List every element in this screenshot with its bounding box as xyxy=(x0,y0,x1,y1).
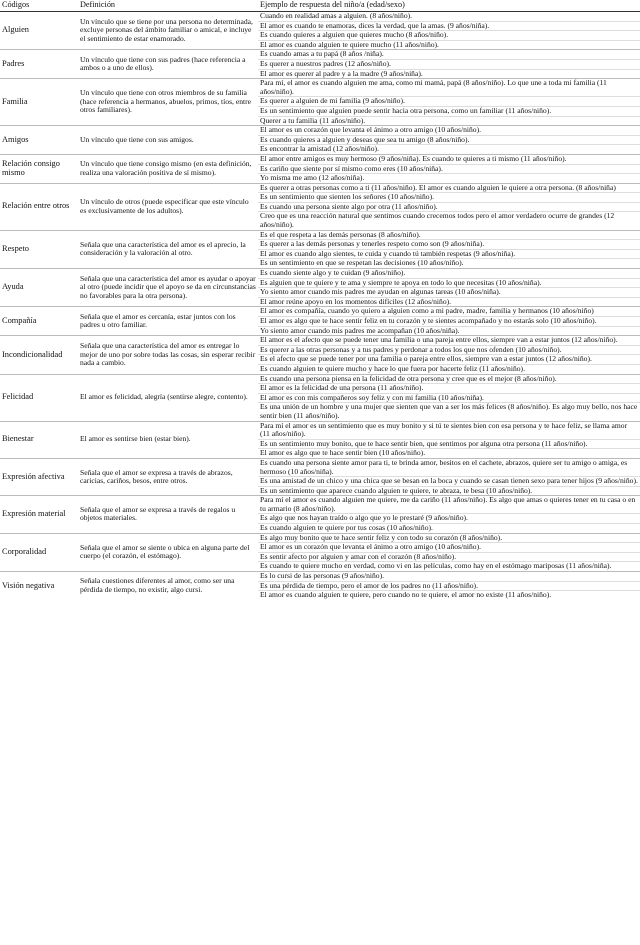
code-cell: Amigos xyxy=(0,126,78,155)
example-cell: El amor es un corazón que levanta el ánimo a otro amigo (10 años/niño). xyxy=(258,543,640,553)
example-cell: Es cuando siente algo y te cuidan (9 años/niño). xyxy=(258,269,640,279)
example-cell: Cuando en realidad amas a alguien. (8 años/niño). xyxy=(258,12,640,22)
header-definition: Definición xyxy=(78,0,258,12)
table-row xyxy=(0,572,640,582)
table-row xyxy=(0,154,640,164)
example-cell: Es un sentimiento que aparece cuando alguien te quiere, te abraza, te besa (10 años/niño). xyxy=(258,486,640,496)
example-cell: El amor es compañía, cuando yo quiero a alguien como a mi padre, madre, familia y hermanos (10 años/niño) xyxy=(258,307,640,317)
example-cell: El amor es con mis compañeros soy feliz y con mi familia (10 años/niña). xyxy=(258,393,640,403)
example-cell: Es un sentimiento muy bonito, que te hace sentir bien, que sentimos por alguna otra persona (11 años/niño). xyxy=(258,439,640,449)
example-cell: El amor entre amigos es muy hermoso (9 años/niña). Es cuando te quieres a ti mismo (11 años/niño). xyxy=(258,154,640,164)
table-row xyxy=(0,79,640,97)
example-cell: El amor es algo que te hace sentir bien (10 años/niño). xyxy=(258,449,640,459)
definition-cell: Un vínculo que tiene con sus amigos. xyxy=(78,126,258,155)
example-cell: El amor es cuando alguien te quiere, pero cuando no te quiere, el amor no existe (11 años/niño). xyxy=(258,591,640,600)
example-cell: Es querer a otras personas como a ti (11 años/niño). El amor es cuando alguien le quiere a otra persona. (8 años/niña) xyxy=(258,183,640,193)
example-cell: Es cuando una persona piensa en la felicidad de otra persona y cree que es el mejor (8 años/niño). xyxy=(258,374,640,384)
example-cell: El amor es cuando algo sientes, te cuida y cuando tú también respetas (9 años/niña). xyxy=(258,249,640,259)
header-row xyxy=(0,0,640,12)
example-cell: Para mí, el amor es cuando alguien me ama, como mi mamá, papá (8 años/niño). Lo que une a toda mi familia (11 años/niño). xyxy=(258,79,640,97)
definition-cell: Un vínculo de otros (puede especificar que este vínculo es exclusivamente de los adultos). xyxy=(78,183,258,230)
code-cell: Expresión afectiva xyxy=(0,458,78,495)
definition-cell: Un vínculo que se tiene por una persona no determinada, excluye personas del ámbito familiar o amical, e incluye el sentimiento de estar enamorado. xyxy=(78,12,258,50)
definition-cell: El amor es felicidad, alegría (sentirse alegre, contento). xyxy=(78,374,258,421)
definition-cell: El amor es sentirse bien (estar bien). xyxy=(78,421,258,458)
example-cell: Es el que respeta a las demás personas (8 años/niño). xyxy=(258,230,640,240)
example-cell: Es querer a nuestros padres (12 años/niño). xyxy=(258,59,640,69)
example-cell: Es cuando alguien te quiere mucho y hace lo que fuera por hacerte feliz (11 años/niño). xyxy=(258,364,640,374)
definition-cell: Un vínculo que tiene con sus padres (hace referencia a ambos o a uno de ellos). xyxy=(78,50,258,79)
example-cell: Para mí el amor es un sentimiento que es muy bonito y si tú te sientes bien con esa persona y te hace feliz, se llama amor (11 años/niño). xyxy=(258,421,640,439)
example-cell: Es el afecto que se puede tener por una familia o pareja entre ellos, siempre van a estar juntos (12 años/niño). xyxy=(258,355,640,365)
example-cell: Es un sentimiento en que se respetan las decisiones (10 años/niño). xyxy=(258,259,640,269)
example-cell: Es una pérdida de tiempo, pero el amor de los padres no (11 años/niño). xyxy=(258,581,640,591)
code-cell: Respeto xyxy=(0,230,78,268)
example-cell: Es cariño que siente por sí mismo como eres (10 años/niña). xyxy=(258,164,640,174)
code-cell: Corporalidad xyxy=(0,533,78,571)
code-cell: Alguien xyxy=(0,12,78,50)
example-cell: Yo siento amor cuando mis padres me acompañan (10 años/niña). xyxy=(258,326,640,336)
header-codes: Códigos xyxy=(0,0,78,12)
example-cell: Es cuando alguien te quiere por tus cosas (10 años/niño). xyxy=(258,524,640,534)
example-cell: Es alguien que te quiere y te ama y siempre te apoya en todo lo que necesitas (10 años/niña). xyxy=(258,278,640,288)
code-cell: Bienestar xyxy=(0,421,78,458)
code-cell: Expresión material xyxy=(0,496,78,533)
example-cell: El amor es cuando te enamoras, dices la verdad, que la amas. (9 años/niña). xyxy=(258,21,640,31)
example-cell: Es querer a las otras personas y a tus padres y perdonar a todos los que nos ofenden (10 años/niño). xyxy=(258,345,640,355)
example-cell: Yo misma me amo (12 años/niña). xyxy=(258,174,640,184)
table-row xyxy=(0,496,640,514)
example-cell: Creo que es una reacción natural que sentimos cuando crecemos todos pero el amor verdadero ocurre de grandes (12 años/niño). xyxy=(258,212,640,230)
example-cell: Yo siento amor cuando mis padres me ayudan en algunas tareas (10 años/niña). xyxy=(258,288,640,298)
example-cell: Es una unión de un hombre y una mujer que sienten que van a ser los más felices (8 años/niño). Es algo muy bello, nos hace sentir bien (11 años/niño). xyxy=(258,403,640,421)
table-row xyxy=(0,336,640,346)
example-cell: Es querer a alguien de mi familia (9 años/niño). xyxy=(258,97,640,107)
definition-cell: Señala que una característica del amor es el aprecio, la consideración y la valoración al otro. xyxy=(78,230,258,268)
example-cell: El amor es querer al padre y a la madre (9 años/niña). xyxy=(258,69,640,79)
table-row xyxy=(0,12,640,22)
code-cell: Felicidad xyxy=(0,374,78,421)
table-row xyxy=(0,126,640,136)
example-cell: Es cuando una persona siente amor para ti, te brinda amor, besitos en el cachete, abrazos, quiere ser tu amigo o amiga, es hermoso (10 años/niña). xyxy=(258,458,640,476)
code-cell: Ayuda xyxy=(0,269,78,307)
definition-cell: Señala que el amor se expresa a través de abrazos, caricias, cariños, besos, entre otros. xyxy=(78,458,258,495)
example-cell: Es cuando una persona siente algo por otra (11 años/niño). xyxy=(258,202,640,212)
example-cell: El amor es cuando alguien te quiere mucho (11 años/niño). xyxy=(258,40,640,50)
table-row xyxy=(0,458,640,476)
example-cell: Es una amistad de un chico y una chica que se besan en la boca y cuando se casan tienen sexo para tener hijos (9 años/niño). xyxy=(258,477,640,487)
definition-cell: Un vínculo que tiene consigo mismo (en esta definición, realiza una valoración positiva de sí mismo). xyxy=(78,154,258,183)
code-cell: Compañía xyxy=(0,307,78,336)
example-cell: Es lo cursi de las personas (9 años/niño). xyxy=(258,572,640,582)
table-row xyxy=(0,269,640,279)
definition-cell: Señala que el amor es cercanía, estar juntos con los padres u otro familiar. xyxy=(78,307,258,336)
definition-cell: Señala cuestiones diferentes al amor, como ser una pérdida de tiempo, no existir, algo cursi. xyxy=(78,572,258,600)
code-cell: Relación consigo mismo xyxy=(0,154,78,183)
example-cell: El amor es el afecto que se puede tener una familia o una pareja entre ellos, siempre van a estar juntos (12 años/niño). xyxy=(258,336,640,346)
example-cell: Es un sentimiento que alguien puede sentir hacia otra persona, como un familiar (11 años/niño). xyxy=(258,106,640,116)
table-body xyxy=(0,12,640,600)
code-cell: Familia xyxy=(0,79,78,126)
code-cell: Relación entre otros xyxy=(0,183,78,230)
example-cell: Para mí el amor es cuando alguien me quiere, me da cariño (11 años/niño). Es algo que amas o quieres tener en tu casa o en tu armario (8 años/niño). xyxy=(258,496,640,514)
example-cell: Es encontrar la amistad (12 años/niño). xyxy=(258,145,640,155)
definition-cell: Un vínculo que tiene con otros miembros de su familia (hace referencia a hermanos, abuelos, primos, tíos, entre otros familiares). xyxy=(78,79,258,126)
definition-cell: Señala que una característica del amor es ayudar o apoyar al otro (puede incidir que el apoyo se da en circunstancias no favorables para la otra persona). xyxy=(78,269,258,307)
code-cell: Padres xyxy=(0,50,78,79)
definition-cell: Señala que una característica del amor es entregar lo mejor de uno por sobre todas las cosas, sin esperar recibir nada a cambio. xyxy=(78,336,258,374)
example-cell: Es un sentimiento que sienten los señores (10 años/niño). xyxy=(258,193,640,203)
example-cell: Es cuando quieres a alguien y deseas que sea tu amigo (8 años/niño). xyxy=(258,135,640,145)
example-cell: Es sentir afecto por alguien y amar con el corazón (8 años/niño). xyxy=(258,552,640,562)
header-examples: Ejemplo de respuesta del niño/a (edad/sexo) xyxy=(258,0,640,12)
example-cell: Es cuando amas a tu papá (8 años /niña). xyxy=(258,50,640,60)
example-cell: Es querer a las demás personas y tenerles respeto como son (9 años/niña). xyxy=(258,240,640,250)
example-cell: El amor es un corazón que levanta el ánimo a otro amigo (10 años/niño). xyxy=(258,126,640,136)
example-cell: Es cuando te quiere mucho en verdad, como vi en las películas, como hay en el estómago mariposas (11 años/niña). xyxy=(258,562,640,572)
code-cell: Incondicionalidad xyxy=(0,336,78,374)
example-cell: Es cuando quieres a alguien que quieres mucho (8 años/niño). xyxy=(258,31,640,41)
example-cell: El amor reúne apoyo en los momentos difíciles (12 años/niño). xyxy=(258,297,640,307)
table-row xyxy=(0,421,640,439)
example-cell: Es algo muy bonito que te hace sentir feliz y con todo su corazón (8 años/niño). xyxy=(258,533,640,543)
definition-cell: Señala que el amor se expresa a través de regalos u objetos materiales. xyxy=(78,496,258,533)
example-cell: Es algo que nos hayan traído o algo que yo le prestaré (9 años/niño). xyxy=(258,514,640,524)
code-cell: Visión negativa xyxy=(0,572,78,600)
example-cell: El amor es la felicidad de una persona (11 años/niño). xyxy=(258,384,640,394)
definition-cell: Señala que el amor se siente o ubica en alguna parte del cuerpo (el corazón, el estómago). xyxy=(78,533,258,571)
example-cell: Querer a tu familia (11 años/niño). xyxy=(258,116,640,126)
example-cell: El amor es algo que te hace sentir feliz en tu corazón y te sientes acompañado y no estarás solo (10 años/niño). xyxy=(258,317,640,327)
